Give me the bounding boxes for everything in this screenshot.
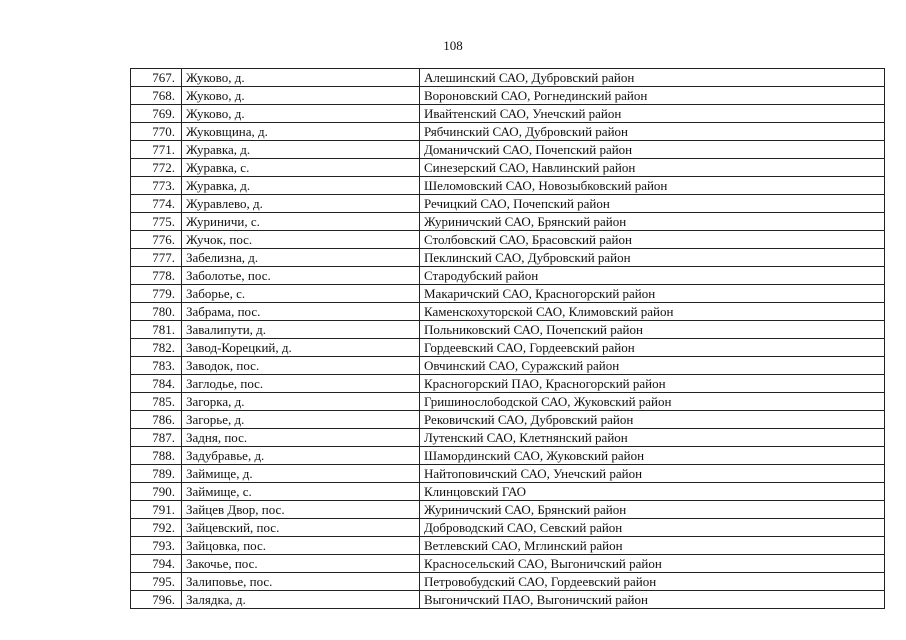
table-row	[131, 483, 885, 501]
settlement-name: Забрама, пос.	[182, 303, 420, 321]
row-number: 788.	[131, 447, 182, 465]
table-row	[131, 141, 885, 159]
settlement-name: Задубравье, д.	[182, 447, 420, 465]
row-number: 789.	[131, 465, 182, 483]
administrative-unit: Лутенский САО, Клетнянский район	[420, 429, 885, 447]
administrative-unit: Гордеевский САО, Гордеевский район	[420, 339, 885, 357]
settlement-name: Залиповье, пос.	[182, 573, 420, 591]
table-row	[131, 87, 885, 105]
table-row	[131, 249, 885, 267]
administrative-unit: Журиничский САО, Брянский район	[420, 501, 885, 519]
table-row	[131, 321, 885, 339]
table-row	[131, 123, 885, 141]
settlement-name: Заглодье, пос.	[182, 375, 420, 393]
row-number: 794.	[131, 555, 182, 573]
administrative-unit: Шеломовский САО, Новозыбковский район	[420, 177, 885, 195]
settlement-name: Заболотье, пос.	[182, 267, 420, 285]
settlement-name: Жуковщина, д.	[182, 123, 420, 141]
settlement-name: Журавка, д.	[182, 177, 420, 195]
administrative-unit: Стародубский район	[420, 267, 885, 285]
row-number: 790.	[131, 483, 182, 501]
table-row	[131, 267, 885, 285]
settlement-name: Зайцев Двор, пос.	[182, 501, 420, 519]
table-row	[131, 105, 885, 123]
table-row	[131, 591, 885, 609]
administrative-unit: Ивайтенский САО, Унечский район	[420, 105, 885, 123]
administrative-unit: Доманичский САО, Почепский район	[420, 141, 885, 159]
settlement-name: Журавлево, д.	[182, 195, 420, 213]
table-row	[131, 177, 885, 195]
settlement-name: Завод-Корецкий, д.	[182, 339, 420, 357]
administrative-unit: Столбовский САО, Брасовский район	[420, 231, 885, 249]
administrative-unit: Шамординский САО, Жуковский район	[420, 447, 885, 465]
row-number: 785.	[131, 393, 182, 411]
page-number: 108	[443, 38, 463, 53]
settlement-name: Жуково, д.	[182, 87, 420, 105]
row-number: 781.	[131, 321, 182, 339]
administrative-unit: Пеклинский САО, Дубровский район	[420, 249, 885, 267]
row-number: 793.	[131, 537, 182, 555]
settlement-name: Задня, пос.	[182, 429, 420, 447]
row-number: 786.	[131, 411, 182, 429]
table-row	[131, 465, 885, 483]
row-number: 776.	[131, 231, 182, 249]
row-number: 780.	[131, 303, 182, 321]
row-number: 773.	[131, 177, 182, 195]
settlement-name: Жучок, пос.	[182, 231, 420, 249]
administrative-unit: Польниковский САО, Почепский район	[420, 321, 885, 339]
row-number: 771.	[131, 141, 182, 159]
settlement-name: Жуково, д.	[182, 105, 420, 123]
administrative-unit: Речицкий САО, Почепский район	[420, 195, 885, 213]
table-row	[131, 519, 885, 537]
table-row	[131, 501, 885, 519]
settlement-name: Загорка, д.	[182, 393, 420, 411]
table-row	[131, 375, 885, 393]
row-number: 795.	[131, 573, 182, 591]
row-number: 769.	[131, 105, 182, 123]
administrative-unit: Алешинский САО, Дубровский район	[420, 69, 885, 87]
settlement-name: Журавка, д.	[182, 141, 420, 159]
administrative-unit: Найтоповичский САО, Унечский район	[420, 465, 885, 483]
row-number: 772.	[131, 159, 182, 177]
table-row	[131, 537, 885, 555]
administrative-unit: Красносельский САО, Выгоничский район	[420, 555, 885, 573]
administrative-unit: Петровобудский САО, Гордеевский район	[420, 573, 885, 591]
administrative-unit: Красногорский ПАО, Красногорский район	[420, 375, 885, 393]
administrative-unit: Вороновский САО, Рогнединский район	[420, 87, 885, 105]
table-row	[131, 357, 885, 375]
administrative-unit: Рековичский САО, Дубровский район	[420, 411, 885, 429]
settlement-name: Займище, д.	[182, 465, 420, 483]
table-row	[131, 69, 885, 87]
settlement-table	[130, 68, 885, 609]
table-row	[131, 447, 885, 465]
administrative-unit: Клинцовский ГАО	[420, 483, 885, 501]
table-row	[131, 231, 885, 249]
settlement-name: Журиничи, с.	[182, 213, 420, 231]
settlement-name: Заводок, пос.	[182, 357, 420, 375]
row-number: 778.	[131, 267, 182, 285]
row-number: 783.	[131, 357, 182, 375]
row-number: 768.	[131, 87, 182, 105]
row-number: 779.	[131, 285, 182, 303]
table-body	[131, 69, 885, 609]
settlement-name: Завалипути, д.	[182, 321, 420, 339]
administrative-unit: Рябчинский САО, Дубровский район	[420, 123, 885, 141]
settlement-name: Забелизна, д.	[182, 249, 420, 267]
row-number: 791.	[131, 501, 182, 519]
row-number: 777.	[131, 249, 182, 267]
table-row	[131, 339, 885, 357]
settlement-name: Заборье, с.	[182, 285, 420, 303]
table-row	[131, 411, 885, 429]
table-row	[131, 303, 885, 321]
settlement-name: Займище, с.	[182, 483, 420, 501]
settlement-name: Журавка, с.	[182, 159, 420, 177]
administrative-unit: Доброводский САО, Севский район	[420, 519, 885, 537]
administrative-unit: Овчинский САО, Суражский район	[420, 357, 885, 375]
table-row	[131, 159, 885, 177]
administrative-unit: Ветлевский САО, Мглинский район	[420, 537, 885, 555]
table-row	[131, 213, 885, 231]
settlement-name: Залядка, д.	[182, 591, 420, 609]
row-number: 774.	[131, 195, 182, 213]
settlement-name: Зайцевский, пос.	[182, 519, 420, 537]
row-number: 782.	[131, 339, 182, 357]
table-row	[131, 555, 885, 573]
table-row	[131, 429, 885, 447]
settlement-name: Жуково, д.	[182, 69, 420, 87]
settlement-name: Зайцовка, пос.	[182, 537, 420, 555]
table-row	[131, 195, 885, 213]
administrative-unit: Синезерский САО, Навлинский район	[420, 159, 885, 177]
settlement-name: Загорье, д.	[182, 411, 420, 429]
administrative-unit: Журиничский САО, Брянский район	[420, 213, 885, 231]
row-number: 787.	[131, 429, 182, 447]
row-number: 792.	[131, 519, 182, 537]
row-number: 796.	[131, 591, 182, 609]
administrative-unit: Каменскохуторской САО, Климовский район	[420, 303, 885, 321]
table-row	[131, 393, 885, 411]
table-row	[131, 285, 885, 303]
administrative-unit: Выгоничский ПАО, Выгоничский район	[420, 591, 885, 609]
administrative-unit: Гришинослободской САО, Жуковский район	[420, 393, 885, 411]
administrative-unit: Макаричский САО, Красногорский район	[420, 285, 885, 303]
row-number: 775.	[131, 213, 182, 231]
row-number: 770.	[131, 123, 182, 141]
settlement-name: Закочье, пос.	[182, 555, 420, 573]
row-number: 784.	[131, 375, 182, 393]
row-number: 767.	[131, 69, 182, 87]
table-row	[131, 573, 885, 591]
